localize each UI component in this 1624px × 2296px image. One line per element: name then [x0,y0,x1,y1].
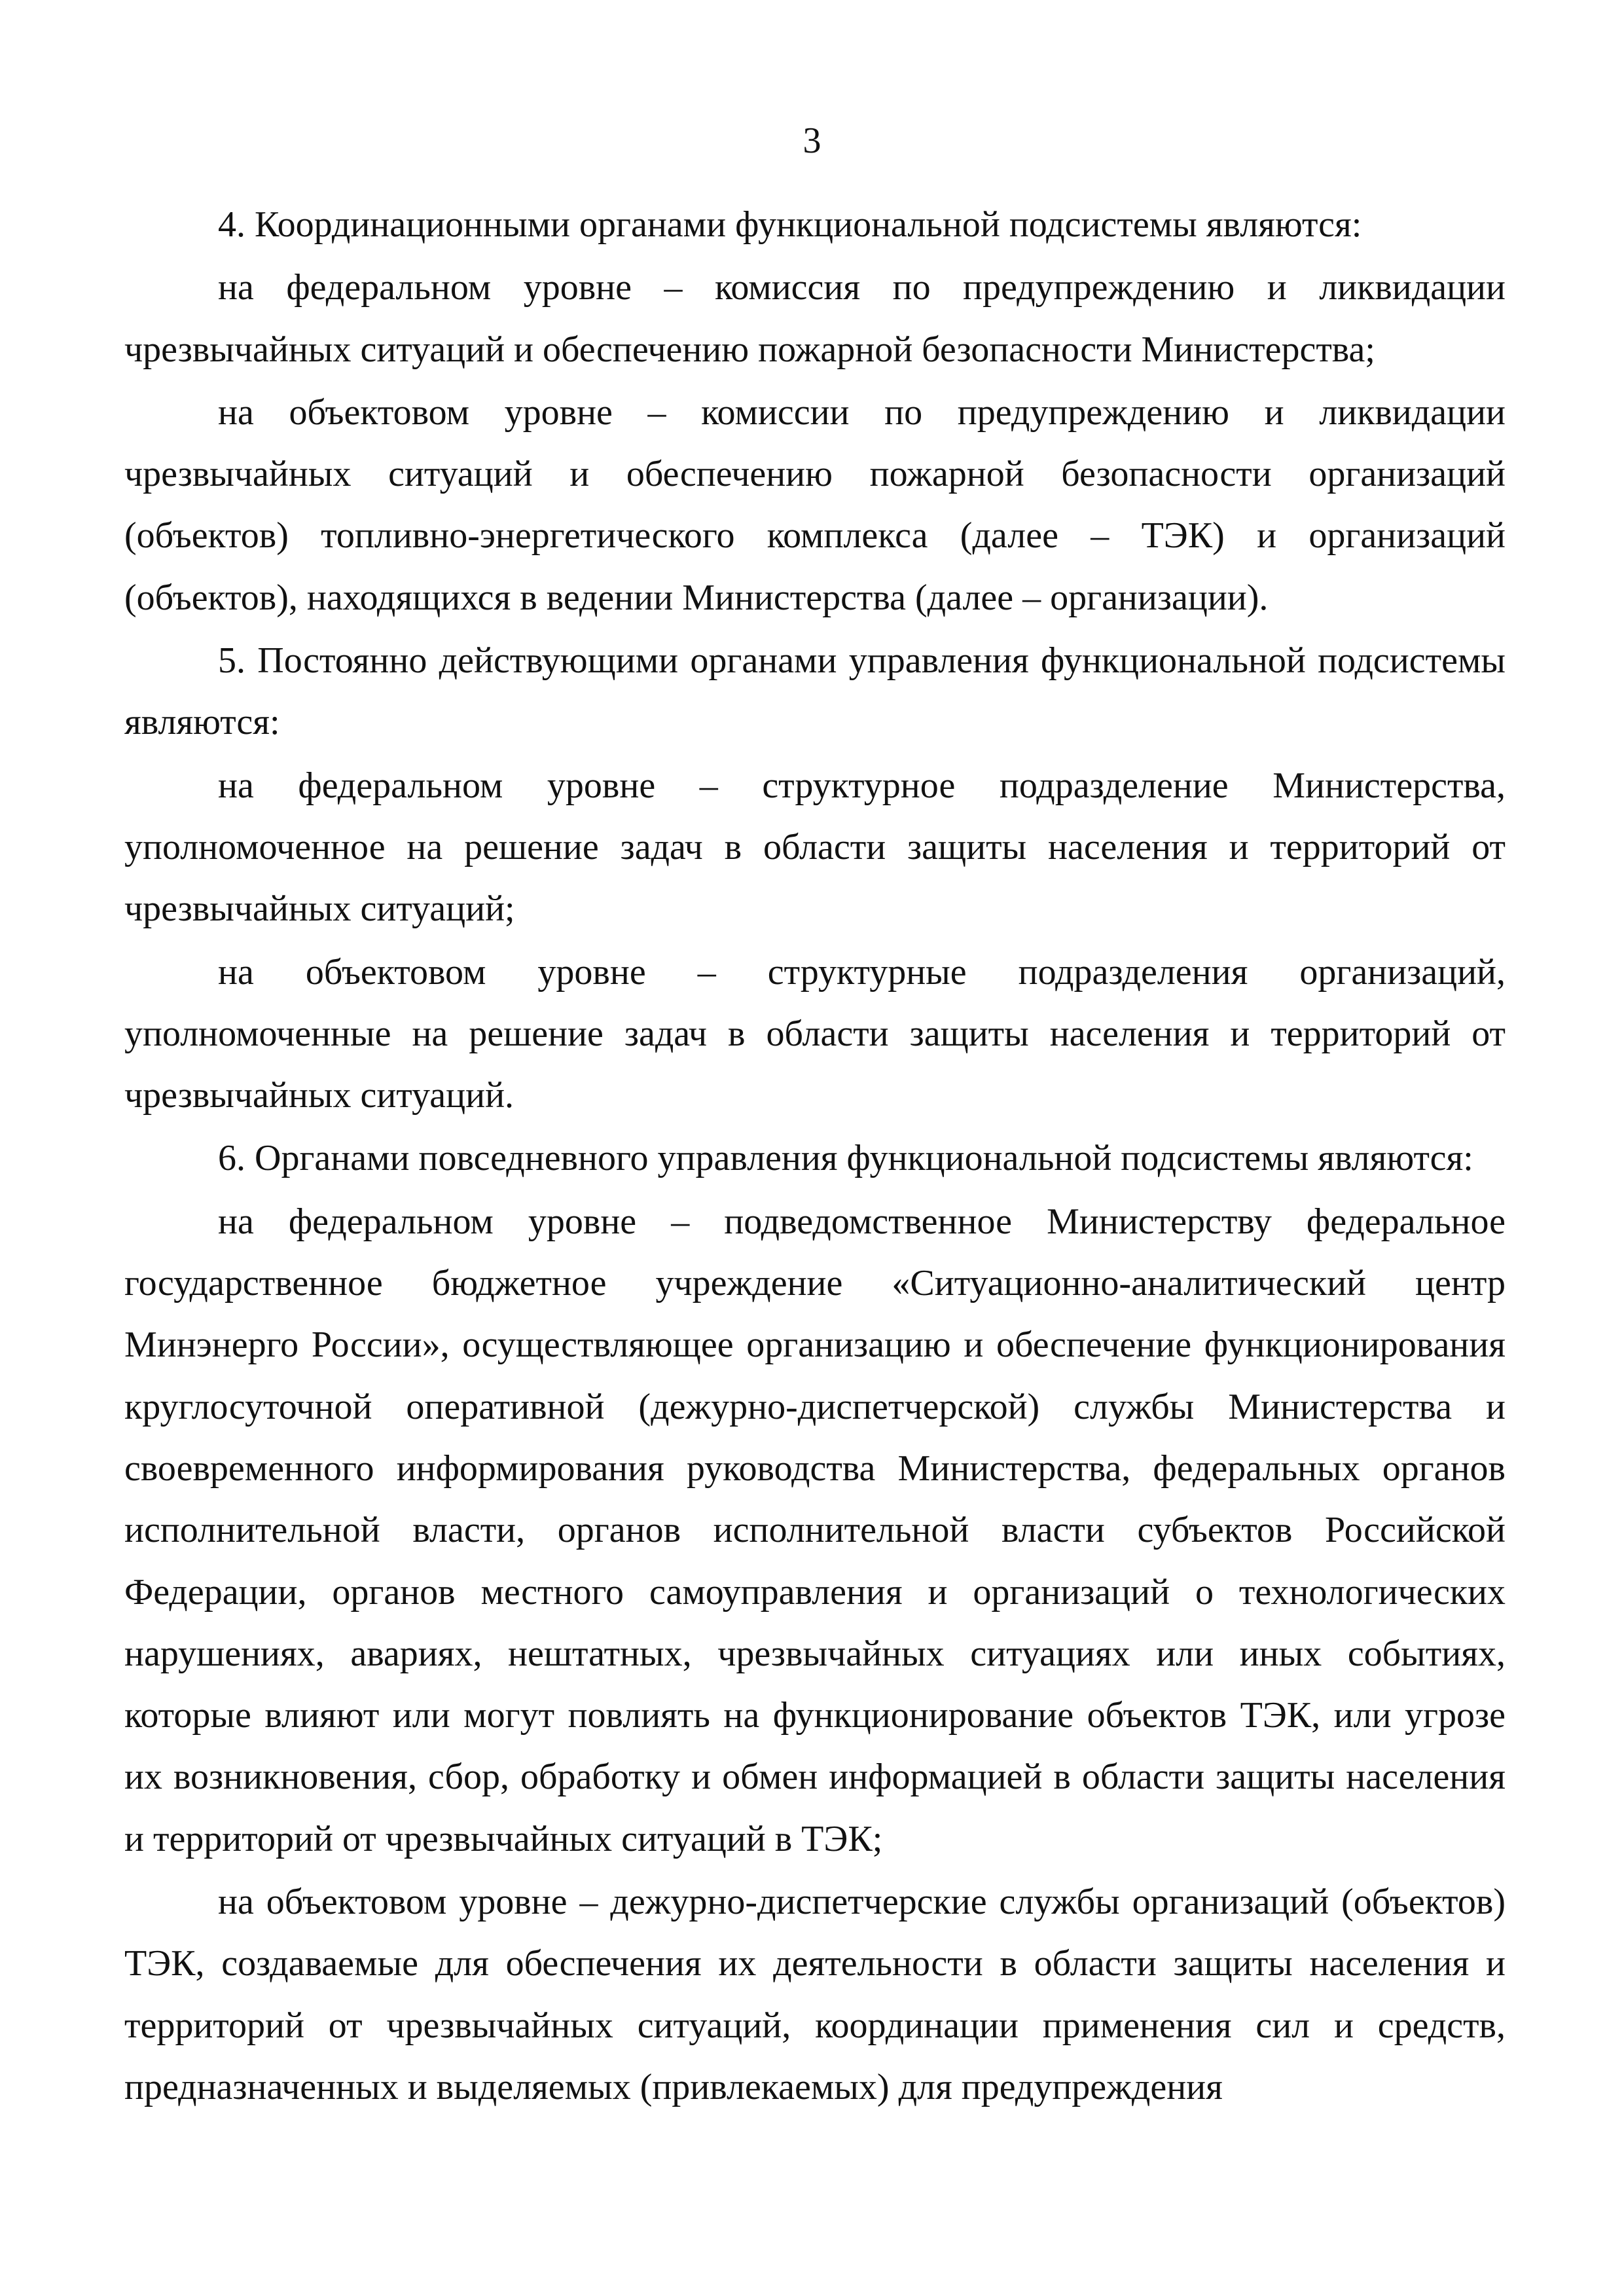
paragraph-item-5: 5. Постоянно действующими органами управления функциональной подсистемы являются: [124,640,1506,743]
paragraph-object-dispatch-services: на объектовом уровне – дежурно-диспетчерские службы организаций (объектов) ТЭК, создаваемые для обеспечения их деятельности в области защиты населения и территорий от чрезвычайных ситуаций, координации применения сил и средств, предназначенных и выделяемых (привлекаемых) для предупреждения [124,1882,1506,2107]
paragraph-object-structural-units: на объектовом уровне – структурные подразделения организаций, уполномоченные на решение задач в области защиты населения и территорий от чрезвычайных ситуаций. [124,951,1506,1116]
paragraph-federal-commission: на федеральном уровне – комиссия по предупреждению и ликвидации чрезвычайных ситуаций и обеспечению пожарной безопасности Министерства; [124,267,1506,370]
document-body [124,194,1506,2119]
paragraph-federal-structural-unit: на федеральном уровне – структурное подразделение Министерства, уполномоченное на решение задач в области защиты населения и территорий от чрезвычайных ситуаций; [124,765,1506,930]
paragraph-federal-daily-management: на федеральном уровне – подведомственное Министерству федеральное государственное бюджетное учреждение «Ситуационно-аналитический центр Минэнерго России», осуществляющее организацию и обеспечение функционирования круглосуточной оперативной (дежурно-диспетчерской) службы Министерства и своевременного информирования руководства Министерства, федеральных органов исполнительной власти, органов исполнительной власти субъектов Российской Федерации, органов местного самоуправления и организаций о технологических нарушениях, авариях, нештатных, чрезвычайных ситуациях или иных событиях, которые влияют или могут повлиять на функционирование объектов ТЭК, или угрозе их возникновения, сбор, обработку и обмен информацией в области защиты населения и территорий от чрезвычайных ситуаций в ТЭК; [124,1201,1506,1859]
paragraph-item-4: 4. Координационными органами функциональной подсистемы являются: [218,204,1362,245]
paragraph-item-6: 6. Органами повседневного управления функциональной подсистемы являются: [218,1138,1473,1179]
page-number: 3 [803,120,821,161]
paragraph-object-commissions: на объектовом уровне – комиссии по предупреждению и ликвидации чрезвычайных ситуаций и обеспечению пожарной безопасности организаций (объектов) топливно-энергетического комплекса (далее – ТЭК) и организаций (объектов), находящихся в ведении Министерства (далее – организации). [124,392,1506,618]
